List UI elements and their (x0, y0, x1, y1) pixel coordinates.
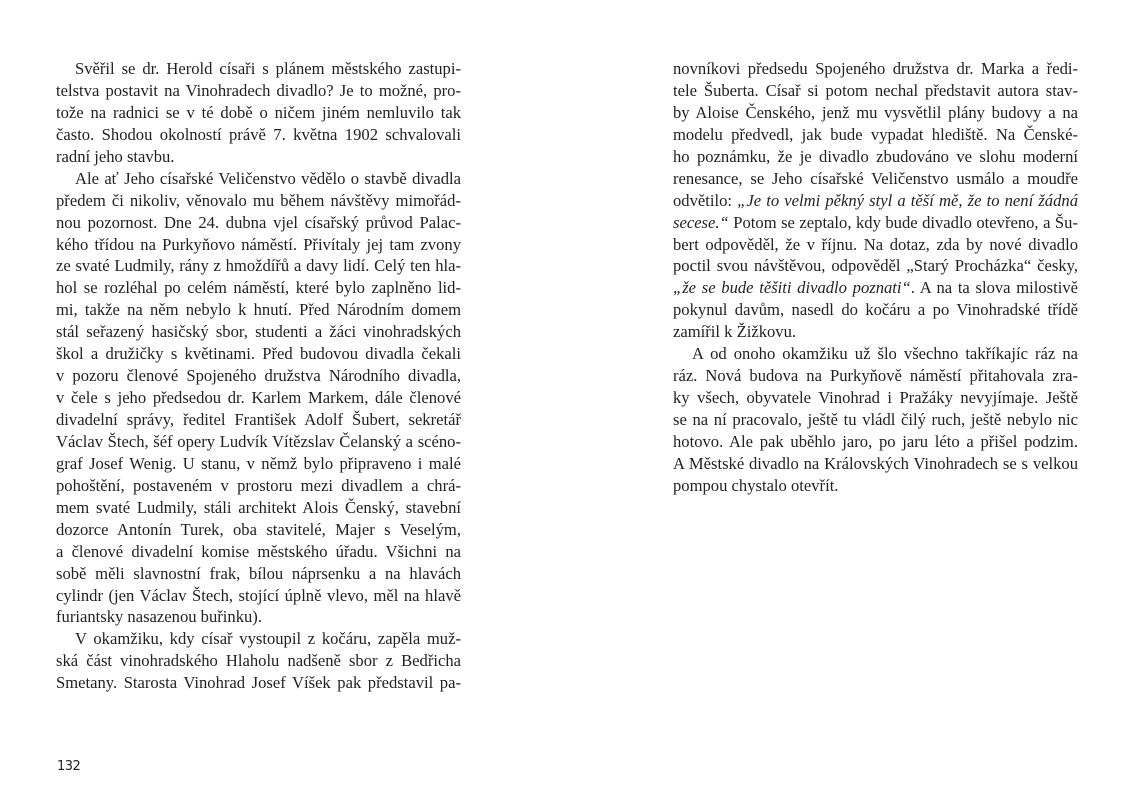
text-line: zamířil k Žižkovu. (673, 322, 797, 342)
text-line: v čele s jeho předsedou dr. Karlem Markem, dále členové (56, 388, 461, 408)
text-line: se na ní pracovalo, ještě tu vládl čilý ruch, ještě nebylo nic (673, 410, 1078, 429)
paragraph (673, 343, 1078, 497)
text-line: pohoštění, postaveném v prostoru mezi divadlem a chrá- (56, 475, 461, 495)
text-line: renesance, se Jeho císařské Veličenstvo usmálo a moudře (673, 168, 1078, 188)
text-line: ráz. Nová budova na Purkyňově náměstí přitahovala zra- (673, 366, 1078, 386)
text-line: A od onoho okamžiku už šlo všechno takříkajíc ráz na (692, 344, 1078, 364)
text-line: tele Šuberta. Císař si potom nechal představit autora stav- (673, 80, 1078, 100)
text-line: v pozoru členové Spojeného družstva Národního divadla, (56, 366, 461, 386)
text-line: ská část vinohradského Hlaholu nadšeně sbor z Bedřicha (56, 651, 461, 671)
text-line: často. Shodou okolností právě 7. května 1902 schvalovali (56, 124, 461, 144)
text-line: A Městské divadlo na Královských Vinohradech se s velkou (673, 453, 1078, 473)
text-line: pokynul davům, nasedl do kočáru a po Vinohradské třídě (673, 300, 1078, 320)
text-line: hol se rozléhal po celém náměstí, které bylo zaplněno lid- (56, 278, 461, 298)
italic-quote: „že se bude těšiti divadlo poznati“ (673, 278, 911, 298)
text-line: Svěřil se dr. Herold císaři s plánem městského zastupi- (75, 59, 461, 78)
text-line: divadelní správy, ředitel František Adolf Šubert, sekretář (56, 410, 461, 429)
text-line: furiantsky nasazenou buřinku). (56, 607, 262, 627)
text-line (673, 190, 1078, 212)
text-line: a členové divadelní komise městského úřadu. Všichni na (56, 541, 461, 561)
text-segment: odvětilo: (673, 190, 738, 210)
text-segment: Potom se zeptalo, kdy bude divadlo otevřeno, a Šu- (728, 212, 1078, 232)
text-line: mi, takže na něm nebylo k hnutí. Před Národním domem (56, 300, 461, 320)
paragraph (56, 58, 461, 168)
right-page-text (673, 58, 1078, 497)
paragraph (56, 628, 461, 694)
text-line: Ale ať Jeho císařské Veličenstvo vědělo o stavbě divadla (75, 168, 461, 188)
text-line: ky všech, obyvatele Vinohrad i Pražáky nevyjímaje. Ještě (673, 388, 1078, 408)
text-line: kého třídou na Purkyňovo náměstí. Přivítaly jej tam zvony (56, 234, 461, 254)
text-line (673, 277, 1078, 299)
text-line: ze svaté Ludmily, rány z hmoždířů a davy lidí. Celý ten hla- (56, 256, 461, 276)
text-line: mem svaté Ludmily, stáli architekt Alois Čenský, stavební (56, 497, 461, 517)
text-line: tože na radnici se v té době o ničem jiném nemluvilo tak (56, 102, 461, 122)
text-line: cylindr (jen Václav Štech, stojící úplně vlevo, měl na hlavě (56, 585, 461, 605)
text-segment: . A na ta slova milostivě (910, 278, 1078, 298)
paragraph (673, 58, 1078, 343)
text-line: škol a družičky s květinami. Před budovou divadla čekali (56, 344, 461, 364)
text-line: ho poznámku, že je divadlo zbudováno ve slohu moderní (673, 146, 1078, 166)
left-page-text (56, 58, 461, 694)
text-line: Smetany. Starosta Vinohrad Josef Víšek pak představil pa- (56, 673, 461, 693)
paragraph (56, 168, 461, 629)
text-line: dozorce Antonín Turek, oba stavitelé, Majer s Veselým, (56, 519, 461, 539)
text-line: telstva postavit na Vinohradech divadlo? Je to možné, pro- (56, 80, 461, 100)
text-line: hotovo. Ale pak uběhlo jaro, po jaru léto a přišel podzim. (673, 431, 1078, 451)
text-line: pompou chystalo otevřít. (673, 475, 839, 495)
text-line: by Aloise Čenského, jenž mu vysvětlil plány budovy a na (673, 102, 1078, 122)
text-line: sobě měli slavnostní frak, bílou náprsenku a na hlavách (56, 563, 461, 583)
text-line: poctil svou návštěvou, odpověděl „Starý Procházka“ česky, (673, 256, 1078, 276)
text-line: graf Josef Wenig. U stanu, v němž bylo připraveno i malé (56, 453, 461, 473)
text-line: novníkovi předsedu Spojeného družstva dr. Marka a ředi- (673, 59, 1078, 78)
text-line: stál seřazený hasičský sbor, studenti a žáci vinohradských (56, 322, 461, 342)
italic-quote: secese.“ (673, 212, 729, 232)
text-line: bert odpověděl, že v říjnu. Na dotaz, zda by nové divadlo (673, 234, 1078, 254)
page-number: 132 (57, 759, 81, 774)
text-line: V okamžiku, kdy císař vystoupil z kočáru, zapěla muž- (75, 629, 461, 649)
text-line: modelu předvedl, jak bude vypadat hlediště. Na Čenské- (673, 124, 1078, 144)
text-line: nou pozornost. Dne 24. dubna vjel císařský průvod Palac- (56, 212, 461, 232)
text-line: radní jeho stavbu. (56, 146, 175, 166)
italic-quote: „Je to velmi pěkný styl a těší mě, že to není žádná (737, 190, 1078, 210)
text-line (673, 212, 1078, 234)
text-line: Václav Štech, šéf opery Ludvík Vítězslav Čelanský a scéno- (56, 431, 461, 451)
text-line: předem či nikoliv, věnovalo mu během návštěvy mimořád- (56, 190, 461, 210)
